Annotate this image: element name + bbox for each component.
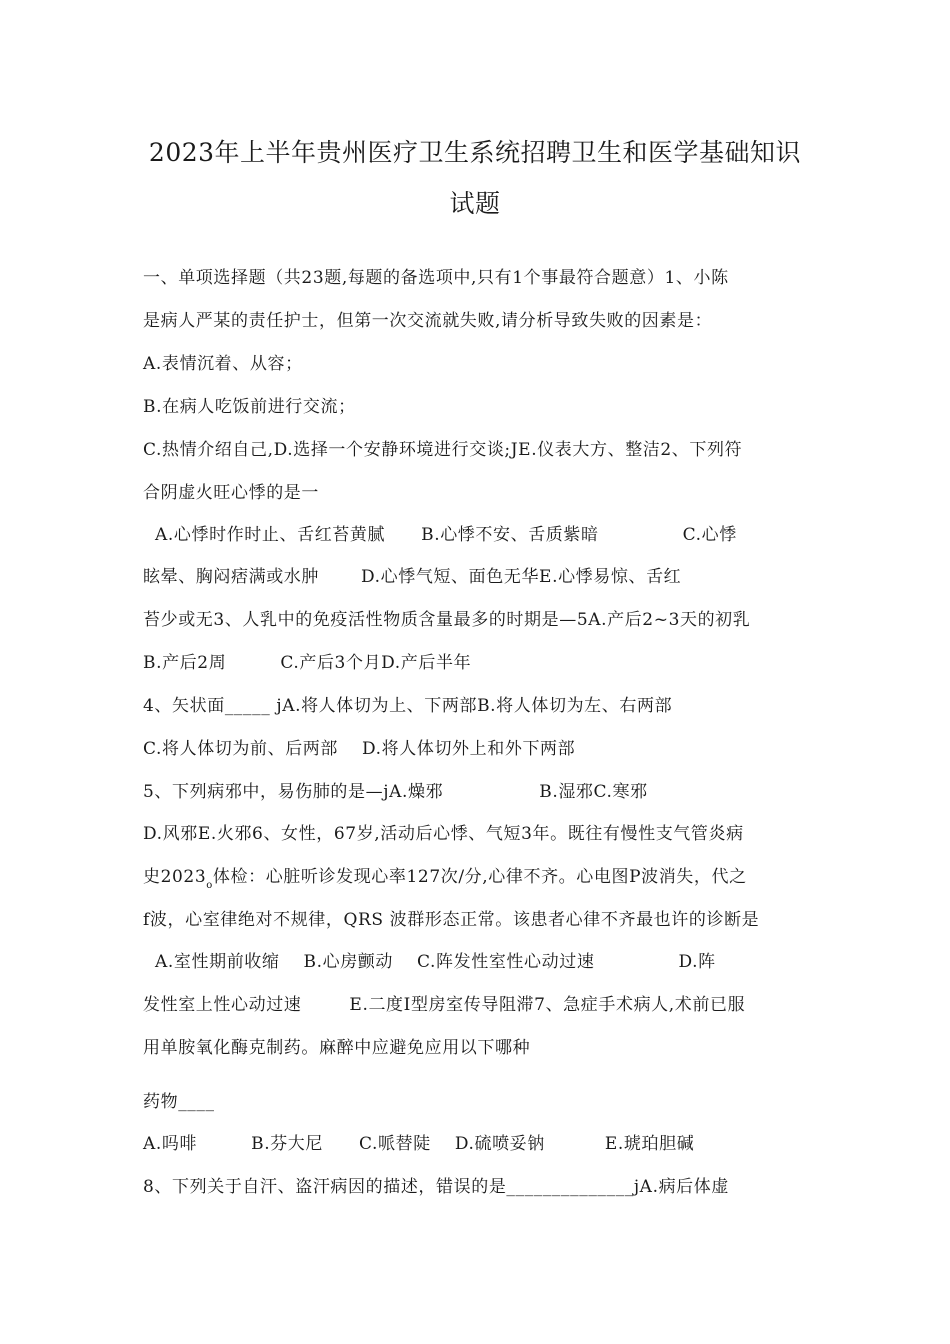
text-line: 眩晕、胸闷痞满或水肿 D.心悸气短、面色无华E.心悸易惊、舌红 [143, 567, 682, 587]
text-line: 8、下列关于自汗、盗汗病因的描述，错误的是______________jA.病后体虚 [143, 1177, 729, 1197]
text-line: 4、矢状面_____ jA.将人体切为上、下两部B.将人体切为左、右两部 [143, 696, 673, 716]
text-line: C.将人体切为前、后两部 D.将人体切外上和外下两部 [143, 739, 576, 759]
text-line-history [143, 867, 747, 890]
page-title: 2023年上半年贵州医疗卫生系统招聘卫生和医学基础知识 [148, 138, 802, 167]
text-line: 用单胺氧化酶克制药。麻醉中应避免应用以下哪种 [143, 1038, 531, 1058]
text-line: A.表情沉着、从容； [143, 354, 303, 374]
text-line: 是病人严某的责任护士，但第一次交流就失败,请分析导致失败的因素是： [143, 311, 713, 331]
history-text-start: 史2023 [143, 867, 207, 887]
text-line: 发性室上性心动过速 E.二度I型房室传导阻滞7、急症手术病人,术前已服 [143, 995, 746, 1015]
text-line: A.心悸时作时止、舌红苔黄腻 B.心悸不安、舌质紫暗 C.心悸 [143, 525, 737, 545]
text-line: 苔少或无3、人乳中的免疫活性物质含量最多的时期是—5A.产后2~3天的初乳 [143, 610, 751, 630]
text-line: 一、单项选择题（共23题,每题的备选项中,只有1个事最符合题意）1、小陈 [143, 268, 729, 288]
text-line: C.热情介绍自己,D.选择一个安静环境进行交谈;JE.仪表大方、整洁2、下列符 [143, 440, 743, 460]
text-line: D.风邪E.火邪6、女性，67岁,活动后心悸、气短3年。既往有慢性支气管炎病 [143, 824, 744, 844]
history-text-end: 体检：心脏听诊发现心率127次/分,心律不齐。心电图P波消失，代之 [212, 867, 747, 887]
text-line: B.产后2周 C.产后3个月D.产后半年 [143, 653, 472, 673]
page-title-continued: 试题 [449, 189, 501, 218]
history-subscript: o [206, 880, 213, 891]
text-line: 合阴虚火旺心悸的是一 [143, 483, 319, 503]
text-line: f波，心室律绝对不规律，QRS 波群形态正常。该患者心律不齐最也许的诊断是 [143, 910, 760, 930]
text-line: A.室性期前收缩 B.心房颤动 C.阵发性室性心动过速 D.阵 [143, 952, 716, 972]
text-line: 药物____ [143, 1092, 215, 1112]
text-line: 5、下列病邪中，易伤肺的是—jA.燥邪 B.湿邪C.寒邪 [143, 782, 648, 802]
text-line: A.吗啡 B.芬大尼 C.哌替陡 D.硫喷妥钠 E.琥珀胆碱 [143, 1134, 695, 1154]
text-line: B.在病人吃饭前进行交流； [143, 397, 356, 417]
